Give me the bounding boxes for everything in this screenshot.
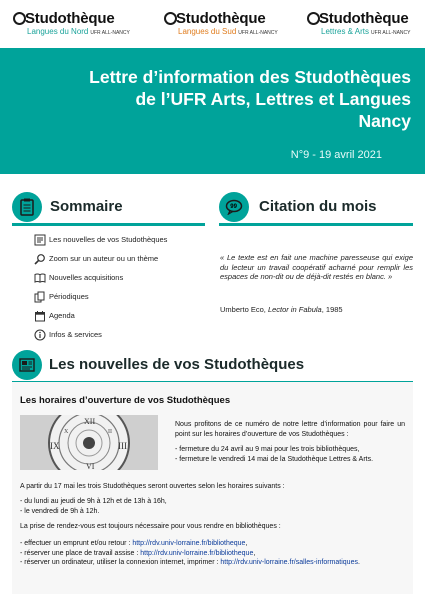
service-line: - réserver une place de travail assise : http://rdv.univ-lorraine.fr/bibliotheque, bbox=[20, 549, 256, 557]
logo-name: Studothèque bbox=[319, 10, 409, 27]
book-icon bbox=[33, 271, 46, 284]
article-horaires bbox=[12, 382, 413, 594]
nouvelles-header bbox=[12, 351, 413, 384]
magnifier-icon bbox=[33, 252, 46, 265]
citation-title: Citation du mois bbox=[259, 198, 377, 215]
header-banner bbox=[0, 48, 425, 174]
article-appointment: La prise de rendez-vous est toujours nécessaire pour vous rendre en bibliothèques : bbox=[20, 523, 281, 530]
article-services bbox=[20, 539, 406, 568]
logo-sub: Langues du Sud UFR ALL-NANCY bbox=[178, 27, 278, 36]
toc-item[interactable] bbox=[33, 268, 213, 287]
toc-item[interactable] bbox=[33, 287, 213, 306]
toc-label: Agenda bbox=[49, 311, 75, 320]
article-hours: - du lundi au jeudi de 9h à 12h et de 13h à 16h, - le vendredi de 9h à 12h. bbox=[20, 498, 167, 515]
link-bibliotheque[interactable]: http://rdv.univ-lorraine.fr/bibliotheque bbox=[132, 540, 246, 547]
svg-text:II: II bbox=[108, 429, 112, 435]
toc-label: Zoom sur un auteur ou un thème bbox=[49, 254, 159, 263]
toc-item[interactable] bbox=[33, 230, 213, 249]
sommaire-header bbox=[12, 193, 205, 226]
clock-image bbox=[20, 415, 158, 470]
svg-text:III: III bbox=[118, 441, 127, 451]
toc-label: Nouvelles acquisitions bbox=[49, 273, 124, 282]
sommaire-list bbox=[33, 230, 213, 344]
citation-author: Umberto Eco, Lector in Fabula, 1985 bbox=[220, 305, 343, 314]
article-intro: Nous profitons de ce numéro de notre lettre d’information pour faire un point sur les horaires d’ouverture de vos Studothèques : - fermeture du 24 avril au 9 mai pour les trois bibliothèques, - fermeture le vendredi 14 mai de la Studothèque Lettres & Arts. bbox=[175, 421, 405, 463]
magazines-icon bbox=[33, 290, 46, 303]
svg-text:99: 99 bbox=[230, 204, 237, 211]
citation-header bbox=[219, 193, 413, 226]
svg-text:X: X bbox=[64, 429, 69, 435]
logo-name: Studothèque bbox=[176, 10, 266, 27]
toc-item[interactable] bbox=[33, 325, 213, 344]
toc-label: Périodiques bbox=[49, 292, 89, 301]
logo-name: Studothèque bbox=[25, 10, 115, 27]
toc-label: Les nouvelles de vos Studothèques bbox=[49, 235, 168, 244]
sommaire-title: Sommaire bbox=[50, 198, 123, 215]
svg-text:IX: IX bbox=[50, 441, 60, 451]
article-from-date: A partir du 17 mai les trois Studothèques seront ouvertes selon les horaires suivants : bbox=[20, 483, 285, 490]
service-line: - réserver un ordinateur, utiliser la connexion internet, imprimer : http://rdv.univ-lorraine.fr/salles-informatiques. bbox=[20, 559, 360, 566]
calendar-icon bbox=[33, 309, 46, 322]
toc-item[interactable] bbox=[33, 306, 213, 325]
link-salles-informatiques[interactable]: http://rdv.univ-lorraine.fr/salles-informatiques bbox=[220, 559, 358, 566]
service-line: - effectuer un emprunt et/ou retour : http://rdv.univ-lorraine.fr/bibliotheque, bbox=[20, 540, 248, 547]
info-icon bbox=[33, 328, 46, 341]
svg-text:XII: XII bbox=[84, 417, 96, 426]
article-title: Les horaires d’ouverture de vos Studothèques bbox=[20, 395, 231, 406]
clipboard-icon bbox=[12, 192, 42, 222]
newspaper-section-icon bbox=[12, 350, 42, 380]
citation-quote: « Le texte est en fait une machine paresseuse qui exige du lecteur un travail coopératif acharné pour remplir les espaces de non-dit ou de déjà-dit restés en blanc. » bbox=[220, 253, 413, 281]
logo-sub: Langues du Nord UFR ALL-NANCY bbox=[27, 27, 130, 36]
logos-row bbox=[0, 0, 425, 48]
newsletter-title: Lettre d’information des Studothèques de l’UFR Arts, Lettres et Langues Nancy bbox=[89, 67, 411, 131]
toc-label: Infos & services bbox=[49, 330, 102, 339]
link-bibliotheque[interactable]: http://rdv.univ-lorraine.fr/bibliotheque bbox=[140, 549, 254, 557]
quote-bubble-icon bbox=[219, 192, 249, 222]
svg-text:VI: VI bbox=[86, 462, 95, 470]
issue-date: N°9 - 19 avril 2021 bbox=[290, 149, 382, 161]
nouvelles-title: Les nouvelles de vos Studothèques bbox=[49, 356, 305, 373]
toc-item[interactable] bbox=[33, 249, 213, 268]
newspaper-icon bbox=[33, 233, 46, 246]
logo-sub: Lettres & Arts UFR ALL-NANCY bbox=[321, 27, 411, 36]
